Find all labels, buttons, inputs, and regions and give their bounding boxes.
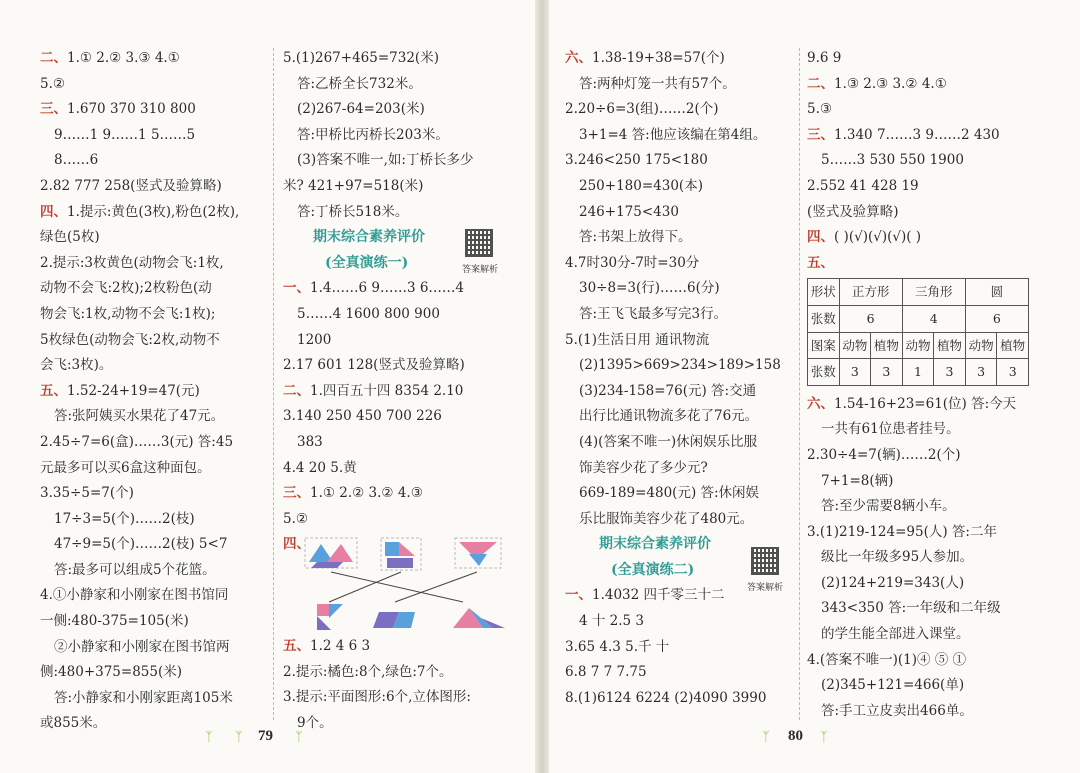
- tangram-top-3: [455, 538, 501, 568]
- answer-line: [40, 430, 268, 456]
- answer-line: [283, 353, 528, 379]
- answer-text: 1.2 4 6 3: [310, 638, 371, 655]
- answer-line: [565, 686, 793, 712]
- answer-text: 6.8 7 7 7.75: [565, 664, 647, 681]
- answer-text: 4.①小静家和小刚家在图书馆同: [40, 587, 229, 604]
- answer-text: 答:张阿姨买水果花了47元。: [54, 408, 225, 425]
- answer-line: [40, 686, 268, 712]
- answer-line: [565, 276, 793, 302]
- answer-text: 答:两种灯笼一共有57个。: [579, 75, 736, 92]
- answer-text: 答:小静家和小刚家距离105米: [54, 689, 233, 706]
- answer-line: [565, 72, 793, 98]
- answer-line: [807, 571, 1039, 597]
- answer-line: [40, 456, 268, 482]
- answer-line: [283, 481, 528, 507]
- table-cell: 张数: [808, 359, 840, 386]
- answer-text: 5.(1)267+465=732(米): [283, 50, 439, 66]
- answer-text: 1.四百五十四 8354 2.10: [310, 382, 464, 399]
- answer-line: [283, 72, 528, 98]
- answer-text: 2.30÷4=7(辆)……2(个): [807, 446, 961, 463]
- answer-line: [40, 481, 268, 507]
- answer-line: [283, 507, 528, 533]
- answer-text: 饰美容少花了多少元?: [579, 459, 708, 476]
- answer-line: [40, 225, 268, 251]
- answer-line: [40, 97, 268, 123]
- answer-text: 4.4 20 5.黄: [283, 459, 357, 476]
- answer-text: 一共有61位患者挂号。: [821, 421, 960, 438]
- answer-text: 2.20÷6=3(组)……2(个): [565, 101, 719, 118]
- answer-line: [283, 685, 528, 711]
- answer-line: [40, 507, 268, 533]
- answer-line: [40, 404, 268, 430]
- answer-line: [283, 404, 528, 430]
- answer-line: [807, 251, 1039, 277]
- answer-line: [807, 494, 1039, 520]
- answer-line: [807, 443, 1039, 469]
- match-line: [331, 572, 463, 602]
- table-cell: 张数: [808, 305, 840, 332]
- section-marker: 五、: [807, 254, 834, 271]
- answer-line: [807, 673, 1039, 699]
- answer-text: 动物不会飞:2枚);2枚粉色(动: [40, 280, 212, 297]
- table-cell: 6: [965, 305, 1028, 332]
- table-cell: 植物: [871, 332, 903, 359]
- answer-text: 1.340 7……3 9……2 430: [834, 126, 1000, 143]
- section-marker: 三、: [40, 101, 67, 118]
- answer-line: [40, 558, 268, 584]
- answer-text: 侧:480+375=855(米): [40, 664, 183, 681]
- section-marker: 一、: [283, 280, 310, 297]
- answer-line: [40, 148, 268, 174]
- answer-line: [40, 609, 268, 635]
- answer-line: [40, 302, 268, 328]
- page79-column-2: [283, 46, 528, 737]
- tangram-top-2: [381, 538, 421, 570]
- answer-line: [565, 379, 793, 405]
- answer-line: [40, 328, 268, 354]
- sprout-icon: ᛉ: [762, 730, 770, 745]
- answer-line: [283, 148, 528, 174]
- qr-label: 答案解析: [747, 583, 784, 593]
- answer-line: [807, 622, 1039, 648]
- tangram-bottom-1: [317, 604, 343, 630]
- answer-line: [565, 456, 793, 482]
- answer-text: 2.提示:3枚黄色(动物会飞:1枚,: [40, 254, 224, 271]
- answer-line: [565, 328, 793, 354]
- answer-line: [565, 353, 793, 379]
- answer-text: 343<350 答:一年级和二年级: [821, 600, 1001, 617]
- section-marker: 六、: [565, 50, 592, 66]
- table-row: [808, 279, 1029, 306]
- answer-line: [283, 123, 528, 149]
- answer-text: 3.35÷5=7(个): [40, 485, 134, 502]
- table-cell: 6: [839, 305, 902, 332]
- table-cell: 3: [839, 359, 871, 386]
- answer-text: 答:至少需要8辆小车。: [821, 498, 956, 515]
- table-cell: 3: [965, 359, 997, 386]
- table-cell: 动物: [902, 332, 934, 359]
- answers-block: [807, 46, 1039, 276]
- section-marker: 二、: [807, 75, 834, 92]
- answer-line: [283, 379, 528, 405]
- section-marker: 四、: [807, 229, 834, 246]
- answer-text: 答:书架上放得下。: [579, 229, 692, 246]
- table-cell: 三角形: [902, 279, 965, 306]
- sprout-icon: ᛉ: [235, 730, 243, 745]
- tangram-top-1: [305, 538, 357, 568]
- answer-text: 的学生能全部进入课堂。: [821, 626, 970, 643]
- page-number: 80: [788, 728, 803, 744]
- answer-text: 3.(1)219-124=95(人) 答:二年: [807, 523, 997, 540]
- answer-line: [807, 520, 1039, 546]
- answer-line: [40, 276, 268, 302]
- answer-text: 1.① 2.② 3.② 4.③: [310, 485, 423, 502]
- table-row: [808, 305, 1029, 332]
- answers-block: [283, 634, 528, 736]
- answer-text: (3)234-158=76(元) 答:交通: [579, 382, 757, 399]
- answer-line: [807, 200, 1039, 226]
- section-subtitle: (全真演练一): [325, 254, 409, 271]
- answer-text: 5.②: [283, 510, 308, 527]
- answer-line: [565, 123, 793, 149]
- answer-text: 47÷9=5(个)……2(枝) 5<7: [54, 536, 228, 553]
- answers-block: [807, 392, 1039, 725]
- answer-line: [40, 46, 268, 72]
- answer-line: [565, 481, 793, 507]
- answers-block: [565, 46, 793, 532]
- answer-line: [283, 174, 528, 200]
- answer-text: 2.提示:橘色:8个,绿色:7个。: [283, 663, 453, 680]
- section-marker: 六、: [807, 395, 834, 412]
- answer-text: 级比一年级多95人参加。: [821, 549, 974, 566]
- section-marker: 五、: [283, 638, 310, 655]
- answer-line: [807, 72, 1039, 98]
- column-divider: [273, 48, 274, 720]
- answer-line: [283, 97, 528, 123]
- answer-text: ②小静家和小刚家在图书馆两: [54, 638, 230, 655]
- answer-text: 答:乙桥全长732米。: [297, 75, 422, 92]
- answer-text: ( )(√)(√)(√)( ): [834, 229, 922, 246]
- answer-line: [807, 174, 1039, 200]
- answer-line: [565, 609, 793, 635]
- answer-text: 1.54-16+23=61(位) 答:今天: [834, 395, 1017, 412]
- answer-text: 5枚绿色(动物会飞:2枚,动物不: [40, 331, 220, 348]
- shape-count-table: [807, 278, 1029, 385]
- table-row: [808, 332, 1029, 359]
- answer-text: 3.246<250 175<180: [565, 152, 708, 169]
- answer-line: [565, 174, 793, 200]
- answer-text: 一侧:480-375=105(米): [40, 613, 189, 630]
- answer-text: 答:王飞飞最多写完3行。: [579, 305, 728, 322]
- section-marker: 一、: [565, 587, 592, 604]
- answers-block: [283, 276, 528, 532]
- answer-line: [40, 200, 268, 226]
- answer-text: (2)1395>669>234>189>158: [579, 357, 781, 374]
- table-cell: 3: [934, 359, 966, 386]
- qr-code: [751, 547, 779, 575]
- answer-text: (4)(答案不唯一)休闲娱乐比服: [579, 433, 758, 450]
- section-marker: 三、: [807, 126, 834, 143]
- answer-text: 5……3 530 550 1900: [821, 152, 964, 169]
- match-line: [329, 572, 401, 602]
- answer-text: 答:最多可以组成5个花篮。: [54, 561, 216, 578]
- column-divider: [799, 48, 800, 720]
- answer-text: 答:甲桥比丙桥长203米。: [297, 126, 449, 143]
- answer-text: 绿色(5枚): [40, 229, 100, 246]
- answer-text: 5.②: [40, 75, 65, 92]
- answer-line: [283, 456, 528, 482]
- answer-line: [807, 596, 1039, 622]
- answer-line: [40, 379, 268, 405]
- answer-line: [807, 123, 1039, 149]
- answer-text: 9.6 9: [807, 50, 842, 66]
- answer-text: 1.52-24+19=47(元): [67, 382, 200, 399]
- answer-line: [565, 148, 793, 174]
- answer-line: [807, 648, 1039, 674]
- table-cell: 形状: [808, 279, 840, 306]
- answer-text: 4.(答案不唯一)(1)④ ⑤ ①: [807, 651, 967, 668]
- page80-column-1: [565, 46, 793, 711]
- answer-line: [807, 148, 1039, 174]
- answer-text: 1.670 370 310 800: [67, 101, 196, 118]
- answer-line: [283, 276, 528, 302]
- page-number: 79: [258, 728, 273, 744]
- page-gutter: [535, 0, 549, 773]
- section-marker: 三、: [283, 485, 310, 502]
- section-marker: 二、: [40, 50, 67, 66]
- table-cell: 动物: [839, 332, 871, 359]
- answer-text: 物会飞:1枚,动物不会飞:1枚);: [40, 305, 216, 322]
- answer-line: [565, 635, 793, 661]
- sprout-icon: ᛉ: [820, 730, 828, 745]
- answer-text: 17÷3=5(个)……2(枝): [54, 510, 195, 527]
- table-cell: 正方形: [839, 279, 902, 306]
- answer-line: [565, 302, 793, 328]
- answer-text: (2)345+121=466(单): [821, 677, 965, 694]
- table-cell: 1: [902, 359, 934, 386]
- table-cell: 3: [997, 359, 1029, 386]
- answer-text: 383: [297, 433, 323, 450]
- answer-text: 5……4 1600 800 900: [297, 305, 440, 322]
- sprout-icon: ᛉ: [205, 730, 213, 745]
- answer-text: 答:手工立皮卖出466单。: [821, 702, 973, 719]
- answer-line: [807, 469, 1039, 495]
- table-cell: 植物: [934, 332, 966, 359]
- answer-text: 9……1 9……1 5……5: [54, 126, 196, 143]
- tangram-bottom-2: [373, 612, 415, 628]
- answer-line: [283, 660, 528, 686]
- answer-text: 米? 421+97=518(米): [283, 177, 424, 194]
- answer-text: 30÷8=3(行)……6(分): [579, 280, 720, 297]
- answer-line: [807, 225, 1039, 251]
- answer-text: 乐比服饰美容少花了480元。: [579, 510, 754, 527]
- answer-line: [283, 634, 528, 660]
- answer-text: 5.(1)生活日用 通讯物流: [565, 331, 710, 348]
- answer-text: 8.(1)6124 6224 (2)4090 3990: [565, 689, 767, 706]
- matching-figure: [283, 532, 528, 634]
- answer-line: [40, 174, 268, 200]
- answer-line: [40, 251, 268, 277]
- answer-line: [40, 583, 268, 609]
- answer-text: 或855米。: [40, 715, 107, 732]
- answer-line: [40, 72, 268, 98]
- answer-line: [807, 417, 1039, 443]
- match-line: [395, 572, 477, 602]
- answer-line: [565, 660, 793, 686]
- answer-text: 1.提示:黄色(3枚),粉色(2枚),: [67, 203, 240, 220]
- tangram-bottom-3: [453, 608, 505, 628]
- answer-text: 1.③ 2.③ 3.② 4.①: [834, 75, 947, 92]
- answer-text: 2.82 777 258(竖式及验算略): [40, 177, 222, 194]
- answer-text: 1.① 2.② 3.③ 4.①: [67, 50, 180, 66]
- section-title: 期末综合素养评价: [313, 229, 425, 246]
- section-marker: 五、: [40, 382, 67, 399]
- page80-column-2: [807, 46, 1039, 724]
- answer-text: 2.45÷7=6(盒)……3(元) 答:45: [40, 433, 234, 450]
- answer-line: [807, 545, 1039, 571]
- answer-line: [283, 302, 528, 328]
- answer-line: [565, 225, 793, 251]
- table-cell: 植物: [997, 332, 1029, 359]
- answer-text: 2.17 601 128(竖式及验算略): [283, 357, 465, 374]
- table-cell: 4: [902, 305, 965, 332]
- answer-text: 1200: [297, 331, 332, 348]
- answer-text: 669-189=480(元) 答:休闲娱: [579, 485, 760, 502]
- answer-line: [40, 123, 268, 149]
- answer-text: 3.65 4.3 5.千 十: [565, 638, 670, 655]
- answer-line: [565, 251, 793, 277]
- table-cell: 图案: [808, 332, 840, 359]
- answers-block: [565, 583, 793, 711]
- answer-line: [807, 392, 1039, 418]
- sprout-icon: ᛉ: [295, 730, 303, 745]
- answer-line: [40, 660, 268, 686]
- answer-line: [283, 200, 528, 226]
- table-cell: 动物: [965, 332, 997, 359]
- answer-line: [565, 200, 793, 226]
- answer-line: [283, 328, 528, 354]
- answer-line: [565, 507, 793, 533]
- table-row: [808, 359, 1029, 386]
- table-cell: 圆: [965, 279, 1028, 306]
- answer-text: 9个。: [297, 715, 333, 732]
- answer-text: (竖式及验算略): [807, 203, 899, 220]
- answer-text: 答:丁桥长518米。: [297, 203, 409, 220]
- answer-text: 会飞:3枚)。: [40, 357, 113, 374]
- answer-text: 1.4……6 9……3 6……4: [310, 280, 464, 297]
- section-title: 期末综合素养评价: [599, 536, 711, 553]
- answer-text: 元最多可以买6盒这种面包。: [40, 459, 211, 476]
- section-marker: 二、: [283, 382, 310, 399]
- answer-text: 4 十 2.5 3: [579, 613, 645, 630]
- answer-text: (3)答案不唯一,如:丁桥长多少: [297, 152, 474, 169]
- answer-text: 出行比通讯物流多花了76元。: [579, 408, 759, 425]
- answer-text: 3.140 250 450 700 226: [283, 408, 442, 425]
- answer-line: [40, 711, 268, 737]
- qr-label: 答案解析: [462, 265, 499, 275]
- section-marker: 四、: [40, 203, 67, 220]
- answer-line: [283, 430, 528, 456]
- qr-code: [465, 229, 493, 257]
- answer-line: [40, 532, 268, 558]
- answer-text: 4.7时30分-7时=30分: [565, 254, 700, 271]
- answer-text: 250+180=430(本): [579, 177, 703, 194]
- answer-line: [283, 46, 528, 72]
- answer-line: [565, 404, 793, 430]
- answer-line: [565, 430, 793, 456]
- answer-line: [807, 97, 1039, 123]
- answer-text: 3+1=4 答:他应该编在第4组。: [579, 126, 767, 143]
- answer-text: (2)124+219=343(人): [821, 574, 965, 591]
- section-subtitle: (全真演练二): [611, 561, 695, 578]
- answer-line: [565, 46, 793, 72]
- answer-line: [283, 711, 528, 737]
- answer-text: 7+1=8(辆): [821, 472, 894, 489]
- answers-block: [283, 46, 528, 225]
- answer-text: 8……6: [54, 152, 99, 169]
- matching-diagram: [283, 532, 523, 632]
- answer-text: 246+175<430: [579, 203, 679, 220]
- answer-line: [40, 353, 268, 379]
- table-cell: 3: [871, 359, 903, 386]
- answer-text: 5.③: [807, 101, 832, 118]
- section-marker: 四、: [283, 536, 310, 553]
- answer-line: [807, 46, 1039, 72]
- answer-line: [807, 699, 1039, 725]
- page79-column-1: [40, 46, 268, 737]
- answer-text: 1.4032 四千零三十二: [592, 587, 725, 604]
- answer-text: (2)267-64=203(米): [297, 101, 425, 118]
- answer-text: 1.38-19+38=57(个): [592, 50, 725, 66]
- answer-line: [40, 635, 268, 661]
- answer-text: 3.提示:平面图形:6个,立体图形:: [283, 689, 471, 706]
- answer-line: [565, 97, 793, 123]
- answer-text: 2.552 41 428 19: [807, 177, 919, 194]
